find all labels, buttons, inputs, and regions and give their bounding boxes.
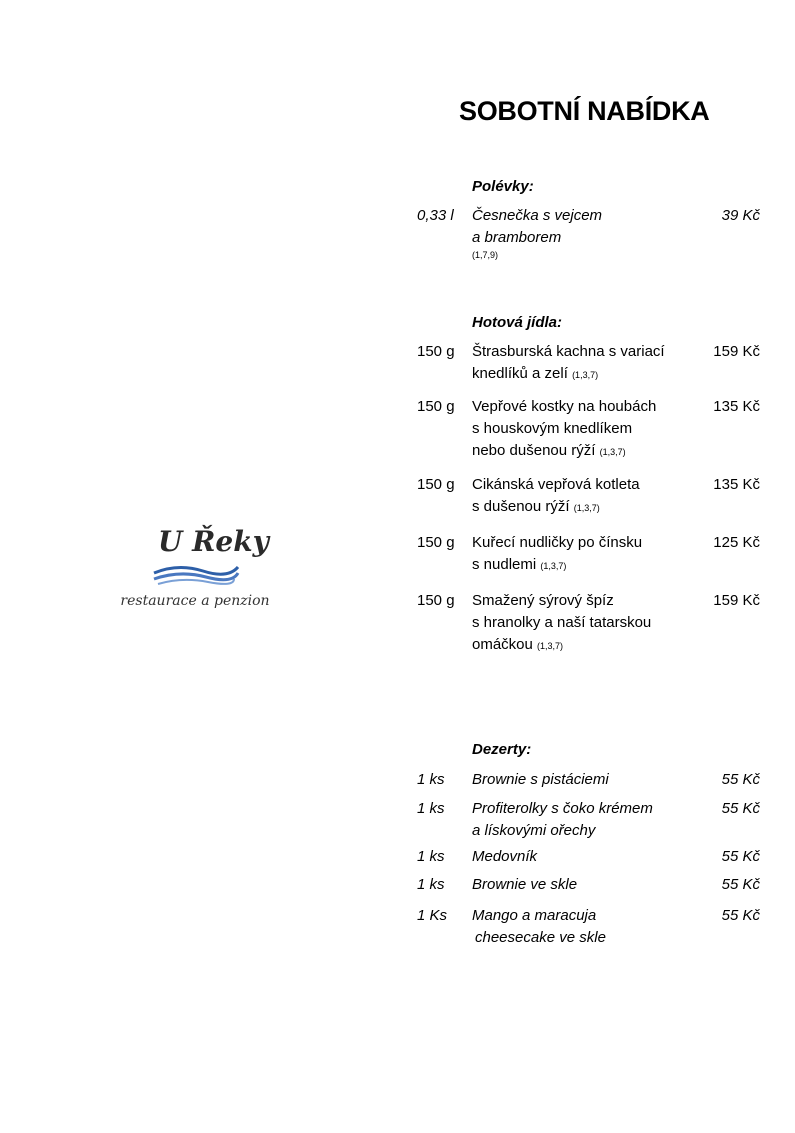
item-allergens: (1,3,7) [573, 503, 600, 513]
item-price: 159 Kč [713, 592, 760, 609]
item-price: 125 Kč [713, 534, 760, 551]
item-quantity: 150 g [417, 534, 455, 551]
item-name-line: Smažený sýrový špíz [472, 592, 614, 609]
item-name-line: Česnečka s vejcem [472, 207, 603, 224]
logo-name: U Řeky [158, 525, 269, 558]
item-price: 135 Kč [713, 398, 760, 415]
section-heading-soups: Polévky: [472, 178, 534, 195]
item-quantity: 1 ks [417, 800, 445, 817]
item-name-line: Mango a maracuja [472, 907, 597, 924]
item-name-line: Kuřecí nudličky po čínsku [472, 534, 643, 551]
item-name [472, 205, 697, 261]
item-name-line: a lískovými ořechy [472, 822, 596, 839]
item-name [472, 905, 697, 949]
item-name-line [472, 496, 697, 519]
item-quantity: 0,33 l [417, 207, 454, 224]
item-quantity: 150 g [417, 592, 455, 609]
item-name [472, 846, 697, 868]
logo-wave-1 [154, 567, 238, 574]
page-title: SOBOTNÍ NABÍDKA [459, 96, 710, 126]
item-allergens: (1,3,7) [540, 561, 567, 571]
item-name [472, 341, 697, 386]
item-name-text: knedlíků a zelí [472, 365, 568, 382]
logo-subtitle: restaurace a penzion [120, 593, 270, 609]
item-price: 55 Kč [721, 848, 760, 865]
item-allergens: (1,3,7) [572, 370, 599, 380]
item-name-line: s houskovým knedlíkem [472, 420, 633, 437]
item-quantity: 1 Ks [417, 907, 448, 924]
item-name-line [472, 440, 697, 463]
item-price: 55 Kč [721, 907, 760, 924]
item-quantity: 150 g [417, 476, 455, 493]
item-name-line: cheesecake ve skle [475, 929, 606, 946]
item-name-text: nebo dušenou rýží [472, 442, 596, 459]
item-name [472, 396, 697, 463]
restaurant-logo [108, 515, 283, 615]
item-name-line: s hranolky a naší tatarskou [472, 614, 652, 631]
item-name-line [472, 554, 697, 577]
item-name [472, 590, 697, 657]
item-name [472, 874, 697, 896]
item-price: 159 Kč [713, 343, 760, 360]
item-name-line: Brownie ve skle [472, 876, 578, 893]
item-name-line [472, 634, 697, 657]
item-name-text: s dušenou rýží [472, 498, 570, 515]
item-price: 55 Kč [721, 800, 760, 817]
item-name [472, 474, 697, 519]
item-quantity: 1 ks [417, 771, 445, 788]
item-price: 39 Kč [721, 207, 760, 224]
item-allergens: (1,3,7) [537, 641, 564, 651]
logo-graphic [108, 515, 283, 615]
item-name-line: Brownie s pistáciemi [472, 771, 609, 788]
item-name-text: omáčkou [472, 636, 533, 653]
item-name-line: a bramborem [472, 229, 562, 246]
item-allergens: (1,3,7) [599, 447, 626, 457]
item-quantity: 1 ks [417, 848, 445, 865]
section-heading-mains: Hotová jídla: [472, 314, 563, 331]
item-quantity: 1 ks [417, 876, 445, 893]
item-price: 135 Kč [713, 476, 760, 493]
item-quantity: 150 g [417, 343, 455, 360]
item-name-line: Profiterolky s čoko krémem [472, 800, 653, 817]
item-name-line: Vepřové kostky na houbách [472, 398, 657, 415]
item-name-line: Medovník [472, 848, 538, 865]
item-price: 55 Kč [721, 876, 760, 893]
item-quantity: 150 g [417, 398, 455, 415]
item-name [472, 532, 697, 577]
section-heading-desserts: Dezerty: [472, 741, 532, 758]
item-name-line: Štrasburská kachna s variací [472, 343, 665, 360]
item-allergens: (1,7,9) [472, 250, 499, 260]
item-name [472, 798, 697, 842]
item-name-line: Cikánská vepřová kotleta [472, 476, 640, 493]
item-name [472, 769, 697, 791]
item-name-line [472, 363, 697, 386]
item-price: 55 Kč [721, 771, 760, 788]
item-name-text: s nudlemi [472, 556, 537, 573]
